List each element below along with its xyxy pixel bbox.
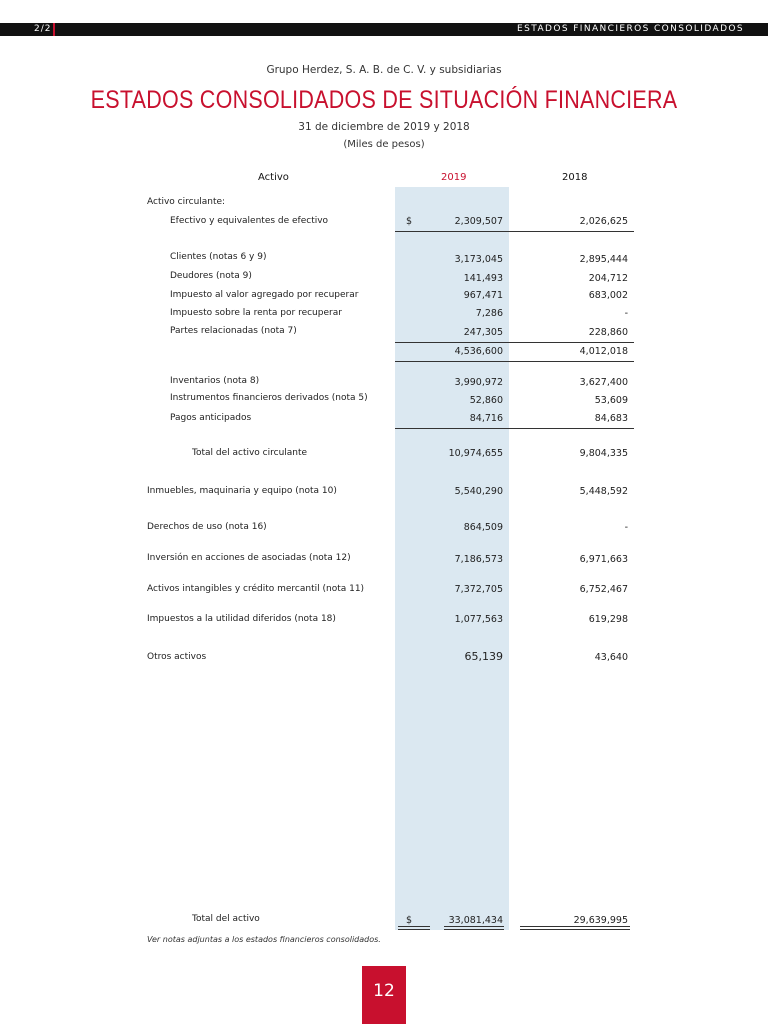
row-label-efectivo: Efectivo y equivalentes de efectivo xyxy=(170,216,329,226)
currency-symbol: $ xyxy=(406,216,413,227)
row-divider xyxy=(395,231,634,232)
value-2018-subtotal: 4,012,018 xyxy=(579,346,628,357)
value-2019-deudores: 141,493 xyxy=(463,273,503,284)
currency-symbol: $ xyxy=(406,915,413,926)
value-2018-intangibles: 6,752,467 xyxy=(579,584,628,595)
row-label-total-circulante: Total del activo circulante xyxy=(192,448,308,458)
top-header-bar xyxy=(0,23,768,36)
value-2018-total-circulante: 9,804,335 xyxy=(579,448,628,459)
statement-units: (Miles de pesos) xyxy=(343,139,425,150)
page-number: 12 xyxy=(362,966,406,1024)
value-2018-efectivo: 2,026,625 xyxy=(579,216,628,227)
row-label-total-activo: Total del activo xyxy=(192,914,260,924)
row-label-deudores: Deudores (nota 9) xyxy=(170,271,252,281)
value-2019-partes: 247,305 xyxy=(463,327,503,338)
value-2019-total-circulante: 10,974,655 xyxy=(448,448,503,459)
value-2019-inmuebles: 5,540,290 xyxy=(454,486,503,497)
footnote: Ver notas adjuntas a los estados financieros consolidados. xyxy=(147,935,381,944)
row-label-pagos: Pagos anticipados xyxy=(170,413,252,423)
value-2018-partes: 228,860 xyxy=(588,327,628,338)
value-2018-derechos: - xyxy=(624,522,628,533)
value-2018-isr: - xyxy=(624,308,628,319)
value-2019-otros: 65,139 xyxy=(464,650,503,663)
row-label-inversion: Inversión en acciones de asociadas (nota 12) xyxy=(147,553,351,563)
row-label-iva: Impuesto al valor agregado por recuperar xyxy=(170,290,359,300)
row-divider xyxy=(395,428,634,429)
value-2018-impuestos-diferidos: 619,298 xyxy=(588,614,628,625)
page-title: ESTADOS CONSOLIDADOS DE SITUACIÓN FINANCIERA xyxy=(90,86,678,114)
row-divider xyxy=(395,342,634,343)
column-header-2019: 2019 xyxy=(441,172,467,183)
row-label-partes: Partes relacionadas (nota 7) xyxy=(170,326,297,336)
row-divider xyxy=(395,361,634,362)
value-2019-impuestos-diferidos: 1,077,563 xyxy=(454,614,503,625)
double-underline xyxy=(520,926,630,930)
value-2018-otros: 43,640 xyxy=(594,652,628,663)
row-label-inventarios: Inventarios (nota 8) xyxy=(170,376,260,386)
value-2019-isr: 7,286 xyxy=(475,308,503,319)
column-header-activo: Activo xyxy=(258,172,289,183)
row-label-derivados: Instrumentos financieros derivados (nota 5) xyxy=(170,393,368,403)
value-2018-inversion: 6,971,663 xyxy=(579,554,628,565)
row-label-intangibles: Activos intangibles y crédito mercantil (nota 11) xyxy=(147,584,365,594)
value-2019-total-activo: 33,081,434 xyxy=(448,915,503,926)
value-2018-total-activo: 29,639,995 xyxy=(573,915,628,926)
row-label-derechos: Derechos de uso (nota 16) xyxy=(147,522,267,532)
value-2019-efectivo: 2,309,507 xyxy=(454,216,503,227)
row-label-isr: Impuesto sobre la renta por recuperar xyxy=(170,308,342,318)
row-label-clientes: Clientes (notas 6 y 9) xyxy=(170,252,267,262)
section-label-activo-circulante: Activo circulante: xyxy=(147,197,226,207)
value-2019-intangibles: 7,372,705 xyxy=(454,584,503,595)
value-2019-derivados: 52,860 xyxy=(469,395,503,406)
page-indicator: 2/2 xyxy=(34,23,55,36)
value-2019-clientes: 3,173,045 xyxy=(454,254,503,265)
row-label-otros: Otros activos xyxy=(147,652,207,662)
double-underline xyxy=(444,926,504,930)
value-2018-inmuebles: 5,448,592 xyxy=(579,486,628,497)
value-2018-inventarios: 3,627,400 xyxy=(579,377,628,388)
value-2019-derechos: 864,509 xyxy=(463,522,503,533)
row-label-impuestos-diferidos: Impuestos a la utilidad diferidos (nota 18) xyxy=(147,614,336,624)
value-2019-inversion: 7,186,573 xyxy=(454,554,503,565)
value-2019-inventarios: 3,990,972 xyxy=(454,377,503,388)
value-2018-iva: 683,002 xyxy=(588,290,628,301)
value-2018-clientes: 2,895,444 xyxy=(579,254,628,265)
statement-date: 31 de diciembre de 2019 y 2018 xyxy=(298,121,470,133)
value-2019-pagos: 84,716 xyxy=(469,413,503,424)
value-2018-derivados: 53,609 xyxy=(594,395,628,406)
column-header-2018: 2018 xyxy=(562,172,588,183)
section-title: ESTADOS FINANCIEROS CONSOLIDADOS xyxy=(517,24,744,34)
value-2018-deudores: 204,712 xyxy=(588,273,628,284)
double-underline xyxy=(398,926,430,930)
value-2019-iva: 967,471 xyxy=(463,290,503,301)
row-label-inmuebles: Inmuebles, maquinaria y equipo (nota 10) xyxy=(147,486,337,496)
company-name: Grupo Herdez, S. A. B. de C. V. y subsidiarias xyxy=(266,64,502,76)
value-2018-pagos: 84,683 xyxy=(594,413,628,424)
value-2019-subtotal: 4,536,600 xyxy=(454,346,503,357)
